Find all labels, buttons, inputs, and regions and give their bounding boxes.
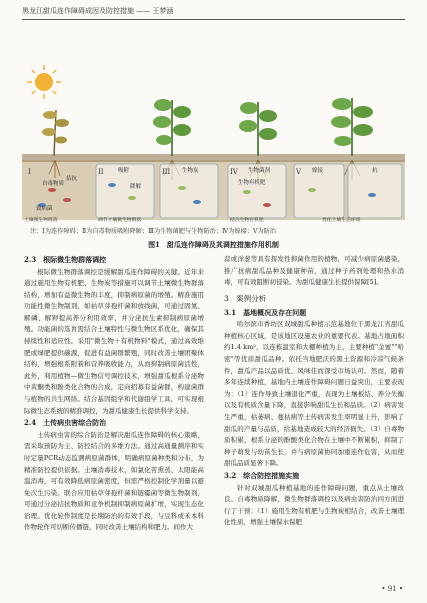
panel-numeral-1: I bbox=[28, 168, 31, 176]
continued-paragraph: 蒜或洋葱等具有挥发性抑菌作用的植物，可减少病原菌感染。推广抗病甜瓜品种及健康种苗，通过种子药剂处理和热水消毒，可有效阻断初侵染。为甜瓜健康生长提供保障[5]。 bbox=[224, 255, 404, 287]
panel-numeral-2: II bbox=[98, 168, 104, 176]
plant-icon bbox=[153, 99, 191, 156]
label-biochar: 生物炭 bbox=[182, 168, 199, 174]
plant-icon bbox=[42, 110, 69, 156]
label-organic-fertilizer: 生物有机肥 bbox=[238, 180, 266, 186]
panel-numeral-5: V bbox=[296, 168, 302, 176]
plant-icon bbox=[239, 102, 277, 156]
figure-illustration bbox=[22, 60, 405, 225]
label-antagonist: 拮抗 bbox=[66, 176, 78, 182]
section-3-2-title: 3.2 综合防控措施实施 bbox=[224, 471, 300, 480]
panel-numeral-3: III bbox=[162, 168, 171, 176]
figure-mechanism bbox=[22, 60, 405, 270]
sun-icon bbox=[27, 65, 61, 99]
label-grafting: 嫁接 bbox=[312, 168, 324, 174]
caption-soil-community: 土壤微生物群落 bbox=[24, 218, 58, 223]
panel-numeral-4: IV bbox=[230, 168, 238, 176]
figure-caption: 图1 甜瓜连作障碍及其调控措施作用机制 bbox=[148, 240, 279, 249]
label-autotoxin: 自毒物质 bbox=[42, 181, 65, 187]
header-title: 黑龙江甜瓜连作障碍成因及防控措施 —— 王梦涵 bbox=[22, 7, 174, 15]
section-2-3-title: 2.3 根际微生物群落调控 bbox=[24, 255, 107, 264]
label-resistant: 抗 bbox=[372, 168, 378, 174]
section-3-2-body: 针对双城甜瓜种植基地的连作障碍问题，重点从土壤改良、自毒物质降解、微生物群落调控以及病虫害防治四方面进行了干预：（1）施用生物有机肥与生物炭相结合，改善土壤理化性质，增强土壤保水保肥 bbox=[224, 483, 404, 527]
page-number: • 91 • bbox=[381, 585, 403, 593]
label-adsorption: 吸附 bbox=[118, 168, 130, 174]
section-2-3-body: 根际微生物群落调控是缓解甜瓜连作障碍的关键。近年来通过施用生物有机肥、生物炭等措施可以调节土壤微生物群落结构，增加有益微生物的丰度，抑制病原菌的增殖。精准施用功能性微生物制剂，如枯草芽孢杆菌和放线菌，可通过固氮、解磷、解钾提高养分利用效率，并分泌抗生素抑制病原菌增殖。功能菌的选育需结合土壤特性与微生物区系优化，确保其持续性和适应性。采用"微生物＋有机物料"模式，通过高效堆肥或绿肥提供碳源，促进有益菌群繁殖，同时改善土壤团聚体结构，增强根系附着和营养吸收能力，从而抑制病原菌活性，此外，利用植物—微生物信号调控技术，增强甜瓜根系分泌物中黄酮类和酚类化合物的合成，定向招募有益菌群，构建菌群与植物的共生网络。结合基因组学和代谢组学工具，可实现根际微生态系统的精准调控，为甜瓜健康生长提供科学支持。 bbox=[24, 267, 204, 415]
left-column bbox=[24, 254, 204, 534]
label-microbial-agent: 生物菌剂 bbox=[248, 168, 271, 174]
topsoil-band bbox=[22, 154, 405, 162]
section-2-4-title: 2.4 土传病虫害综合防治 bbox=[24, 418, 107, 428]
running-header bbox=[22, 6, 405, 20]
right-column bbox=[224, 254, 404, 529]
figure-note: 注：Ⅰ为连作障碍；Ⅱ为自毒物质吸附降解；Ⅲ为生物菌肥与生物防治；Ⅳ为嫁接；Ⅴ为防治 bbox=[30, 228, 277, 235]
section-2-4-body: 土传病虫害的综合防治是解决甜瓜连作障碍的核心策略，需采取预防为主、防控结合的多维方法。通过高通量测序和实时定量PCR动态监测病原菌群体，明确病原菌种类和分布，为精准防控提供依据。土壤消毒技术，如氯化苦熏蒸、太阳能高温消毒，可有效降低病原菌密度，但需严格控制化学剂量以避免次生污染。联合应用枯草芽孢杆菌和链霉菌等微生物制剂，可通过分泌拮抗物质和竞争机制抑制病原菌扩增，实现生态化治理。优化轮作制度是长期防治的有效手段，与豆科或禾本科作物轮作可切断传播链，同时改善土壤结构和肥力。间作大 bbox=[24, 430, 204, 532]
section-3-1-title: 3.1 基地概况及存在问题 bbox=[224, 307, 307, 317]
caption-optimize-env: 优化土壤生态环境 bbox=[322, 218, 361, 223]
caption-combine-fertilizer: 结合生物有机肥 bbox=[230, 218, 264, 223]
label-pathogen: 致病菌 bbox=[36, 206, 53, 212]
section-3-1-body: 哈尔滨市香坊区双城甜瓜种植示范基地位于黑龙江省甜瓜种植核心区域，是该地区设施农业的重要代表。基地占地面积约1.4 km²，以连栋温室和大棚种植为主，主要种植"金蜜""哈密"等优质甜瓜品种。依托当地肥沃的黑土资源和冷凉气候条件，甜瓜产品以品质优、风味佳而深受市场认可。然而，随着多年连续种植，基地内土壤连作障碍问题日益突出，主要表现为：（1）连作导致土壤退化严重，表现为土壤板结、养分失衡以及有机质含量下降，直接影响甜瓜生长和品质。（2）病害发生严重，枯萎病、蔓枯病等土传病害发生率明显上升，影响了甜瓜的产量与品质，给基地造成较大的经济损失。（3）自毒物质积累，根系分泌的酚酸类化合物在土壤中不断累积，抑制了种子萌发与幼苗生长，并与病原菌协同加重连作危害，从而使甜瓜品质显著下降。 bbox=[224, 320, 404, 468]
caption-regulate-community: 调节土壤微生物群落 bbox=[98, 218, 142, 223]
section-3-title: 3 案例分析 bbox=[224, 293, 267, 303]
label-degradation: 降解 bbox=[130, 184, 142, 190]
plant-icon bbox=[331, 98, 373, 156]
